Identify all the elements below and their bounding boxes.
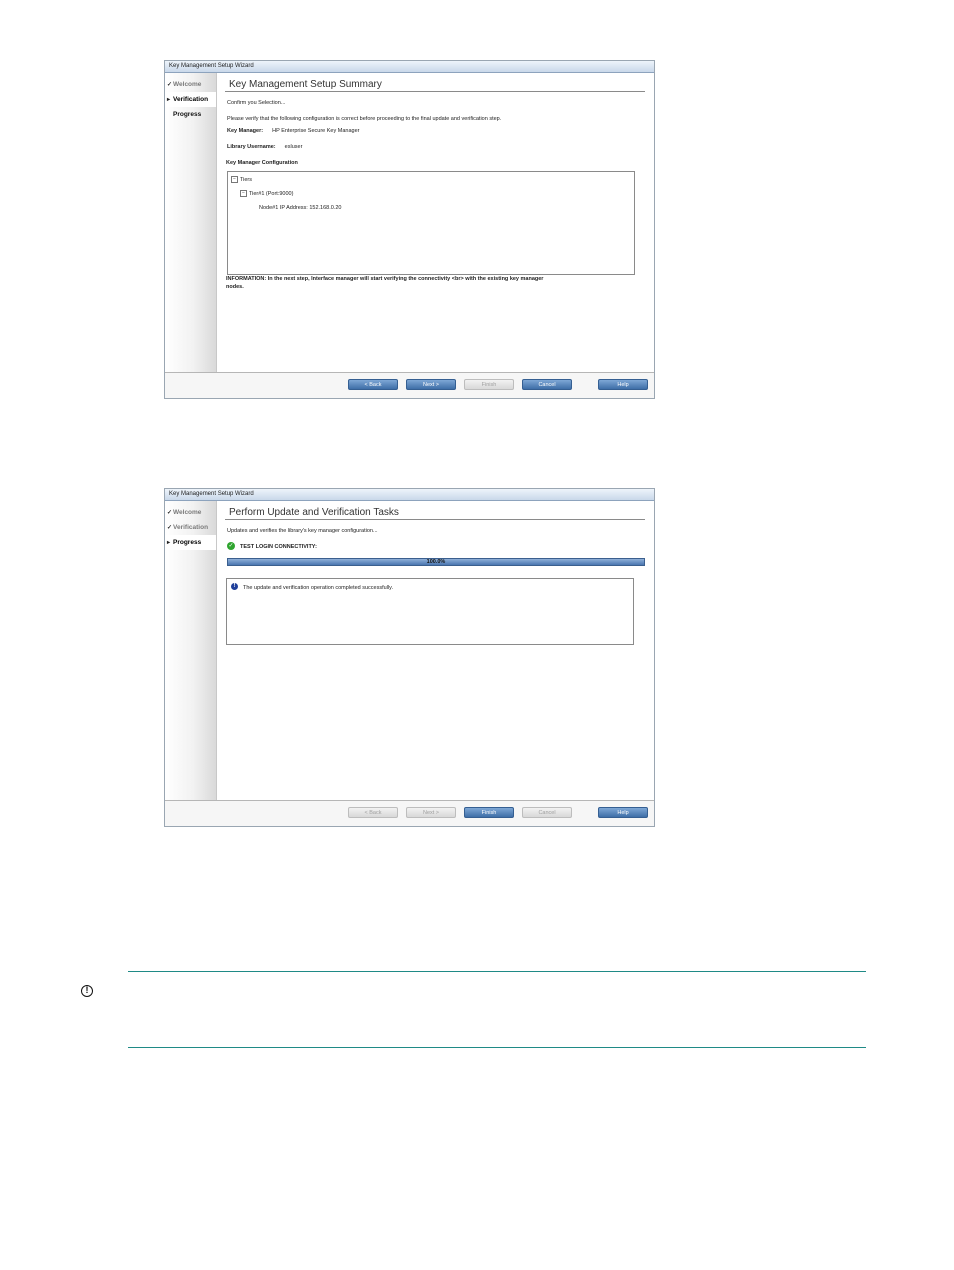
wizard-footer bbox=[165, 372, 654, 398]
subtext: Updates and verifies the library's key manager configuration... bbox=[227, 528, 378, 534]
library-username-label: Library Username: bbox=[227, 144, 276, 150]
step-progress bbox=[165, 535, 216, 550]
step-label: Progress bbox=[173, 111, 202, 118]
result-message: The update and verification operation completed successfully. bbox=[243, 585, 394, 591]
config-label: Key Manager Configuration bbox=[226, 160, 298, 166]
wizard-footer bbox=[165, 800, 654, 826]
key-manager-label: Key Manager: bbox=[227, 128, 264, 134]
cancel-button[interactable]: Cancel bbox=[522, 379, 572, 390]
checkmark-icon: ✓ bbox=[167, 510, 173, 516]
config-tree bbox=[227, 171, 635, 275]
help-button[interactable]: Help bbox=[598, 379, 648, 390]
page-title: Key Management Setup Summary bbox=[225, 73, 645, 92]
next-button[interactable]: Next > bbox=[406, 379, 456, 390]
help-button[interactable]: Help bbox=[598, 807, 648, 818]
collapse-icon[interactable]: − bbox=[231, 176, 238, 183]
window-title: Key Management Setup Wizard bbox=[165, 61, 654, 73]
progress-bar bbox=[227, 558, 645, 566]
information-text-cont: nodes. bbox=[226, 284, 244, 290]
library-username-row bbox=[227, 144, 302, 150]
success-check-icon: ✓ bbox=[228, 543, 234, 549]
step-label: Verification bbox=[173, 96, 209, 103]
window-title: Key Management Setup Wizard bbox=[165, 489, 654, 501]
wizard-steps-sidebar bbox=[165, 73, 217, 373]
step-verification bbox=[165, 92, 216, 107]
page-title: Perform Update and Verification Tasks bbox=[225, 501, 645, 520]
tree-label: Tier#1 (Port:9000) bbox=[249, 190, 294, 197]
info-icon: ! bbox=[231, 583, 238, 590]
test-login-label: TEST LOGIN CONNECTIVITY: bbox=[240, 544, 317, 550]
wizard-content bbox=[225, 73, 646, 372]
note-top-rule bbox=[128, 971, 866, 972]
tree-label: Tiers bbox=[240, 176, 253, 183]
finish-button[interactable]: Finish bbox=[464, 807, 514, 818]
step-progress bbox=[165, 107, 216, 122]
tree-node-node[interactable] bbox=[259, 205, 341, 211]
verify-text: Please verify that the following configuration is correct before proceeding to the final update and verification step. bbox=[227, 116, 502, 122]
step-label: Welcome bbox=[173, 509, 202, 516]
step-welcome bbox=[165, 77, 216, 92]
step-label: Verification bbox=[173, 524, 209, 531]
summary-wizard-window bbox=[164, 60, 655, 399]
back-button[interactable]: < Back bbox=[348, 807, 398, 818]
collapse-icon[interactable]: − bbox=[240, 190, 247, 197]
step-label: Progress bbox=[173, 539, 202, 546]
next-button[interactable]: Next > bbox=[406, 807, 456, 818]
wizard-content bbox=[225, 501, 646, 800]
key-manager-value: HP Enterprise Secure Key Manager bbox=[272, 128, 360, 134]
message-box bbox=[226, 578, 634, 645]
back-button[interactable]: < Back bbox=[348, 379, 398, 390]
step-label: Welcome bbox=[173, 81, 202, 88]
step-verification bbox=[165, 520, 216, 535]
note-bottom-rule bbox=[128, 1047, 866, 1048]
cancel-button[interactable]: Cancel bbox=[522, 807, 572, 818]
tree-node-tier[interactable] bbox=[240, 190, 293, 197]
confirm-text: Confirm you Selection... bbox=[227, 100, 286, 106]
arrow-right-icon: ▸ bbox=[167, 540, 171, 546]
arrow-right-icon: ▸ bbox=[167, 97, 171, 103]
progress-label: 100.0% bbox=[426, 559, 446, 565]
library-username-value: esluser bbox=[284, 144, 303, 150]
finish-button[interactable]: Finish bbox=[464, 379, 514, 390]
wizard-steps-sidebar bbox=[165, 501, 217, 801]
important-icon: ! bbox=[81, 985, 93, 997]
tree-label: Node#1 IP Address: 152.168.0.20 bbox=[259, 205, 342, 211]
checkmark-icon: ✓ bbox=[167, 525, 173, 531]
step-welcome bbox=[165, 505, 216, 520]
checkmark-icon: ✓ bbox=[167, 82, 173, 88]
information-text: INFORMATION: In the next step, Interface manager will start verifying the connectivity <br> with the existing key manager bbox=[226, 276, 544, 282]
key-manager-row bbox=[227, 128, 359, 134]
progress-wizard-window bbox=[164, 488, 655, 827]
tree-node-tiers[interactable] bbox=[231, 176, 252, 183]
